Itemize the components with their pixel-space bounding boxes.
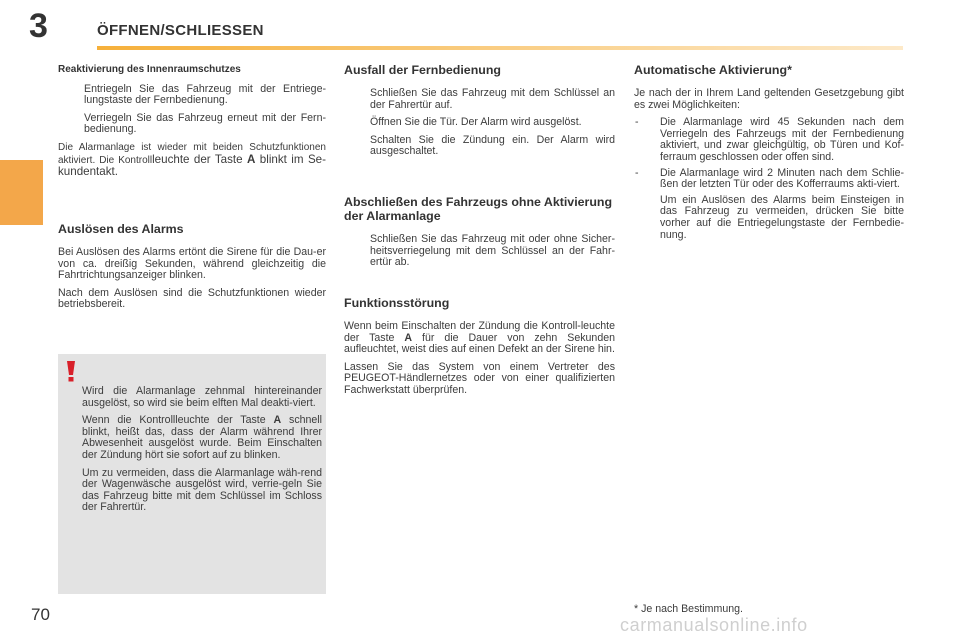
list-item xyxy=(634,168,904,191)
column-middle-lock xyxy=(344,195,615,275)
list-item-text: Öffnen Sie die Tür. Der Alarm wird ausgelöst. xyxy=(370,116,582,129)
malfunction-text-part: Wenn beim Einschalten der Zündung die Kontroll-leuchte der Taste xyxy=(344,320,615,344)
lock-heading: Abschließen des Fahrzeugs ohne Aktivierung der Alarmanlage xyxy=(344,195,613,223)
list-item xyxy=(344,117,615,129)
malfunction-text-part: für die Dauer von zehn Sekunden aufleuchtet, weist dies auf einen Defekt an der Sirene hin. xyxy=(344,331,616,356)
dash-marker: - xyxy=(635,116,639,129)
list-item-text: Um ein Auslösen des Alarms beim Einsteigen in das Fahrzeug zu vermeiden, drücken Sie bitte vorher auf die Entriegelungstaste der Fernbedie-nung. xyxy=(660,193,904,241)
dash-marker: - xyxy=(635,166,639,179)
column-middle xyxy=(344,63,615,164)
warning-paragraph: Um zu vermeiden, dass die Alarmanlage wäh-rend der Wagenwäsche ausgelöst wird, verrie-geln Sie das Fahrzeug bitte mit dem Schlüssel im Schloss der Fahrertür. xyxy=(82,466,322,514)
warning-paragraph xyxy=(82,415,322,461)
list-item xyxy=(344,234,615,269)
malfunction-paragraph: Lassen Sie das System von einem Vertreter des PEUGEOT-Händlernetzes oder von einer qualifizierten Fachwerkstatt überprüfen. xyxy=(344,360,615,396)
list-item xyxy=(634,117,904,163)
header-rule xyxy=(97,46,903,50)
list-item-text: Die Alarmanlage wird 2 Minuten nach dem Schlie-ßen der letzten Tür oder des Kofferraums akti-viert. xyxy=(660,166,904,191)
trigger-paragraph: Bei Auslösen des Alarms ertönt die Sirene für die Dau-er von ca. dreißig Sekunden, während gleichzeitig die Fahrtrichtungsanzeiger blinken. xyxy=(58,246,326,282)
warning-text-part: schnell blinkt, heißt das, dass der Alarm während Ihrer Abwesenheit ausgelöst wurde. Beim Einschalten der Zündung hört sie sofort auf zu blinken. xyxy=(82,414,323,461)
chapter-title: ÖFFNEN/SCHLIESSEN xyxy=(97,22,264,39)
trigger-paragraph: Nach dem Auslösen sind die Schutzfunktionen wieder betriebsbereit. xyxy=(58,286,326,311)
chapter-number: 3 xyxy=(29,7,48,45)
auto-activation-heading: Automatische Aktivierung* xyxy=(634,63,792,77)
exclamation-icon xyxy=(64,360,78,382)
list-item xyxy=(344,135,615,158)
list-item xyxy=(344,88,615,111)
note-text: Die Alarmanlage ist wieder mit beiden Schutzfunktionen aktiviert. Die Kontroll xyxy=(58,141,326,166)
column-left-lower xyxy=(58,222,326,317)
key-label: A xyxy=(247,152,256,166)
auto-intro: Je nach der in Ihrem Land geltenden Gesetzgebung gibt es zwei Möglichkeiten: xyxy=(634,87,904,111)
page-number: 70 xyxy=(31,605,50,624)
list-item xyxy=(58,84,326,107)
note-text-large: leuchte der Taste xyxy=(152,152,248,166)
list-item-text: Schließen Sie das Fahrzeug mit dem Schlüssel an der Fahrertür auf. xyxy=(370,87,615,111)
list-item-text: Die Alarmanlage wird 45 Sekunden nach dem Verriegeln des Fahrzeugs mit der Fernbedienung aktiviert, und zwar gleichgültig, ob Türen und Kof-ferraum geschlossen oder offen sind. xyxy=(660,116,904,163)
chapter-tab xyxy=(0,160,43,225)
list-item-text: Entriegeln Sie das Fahrzeug mit der Entriege-lungstaste der Fernbedienung. xyxy=(84,82,326,107)
trigger-heading: Auslösen des Alarms xyxy=(58,222,184,236)
list-item-text: Schalten Sie die Zündung ein. Der Alarm wird ausgeschaltet. xyxy=(370,133,615,158)
warning-text xyxy=(82,386,322,520)
note-text-large: blinkt im Se-kundentakt. xyxy=(58,152,326,179)
column-middle-malfunction xyxy=(344,296,615,403)
warning-paragraph: Wird die Alarmanlage zehnmal hintereinander ausgelöst, so wird sie beim elften Mal deakti-viert. xyxy=(82,385,322,409)
malfunction-heading: Funktionsstörung xyxy=(344,296,450,310)
remote-failure-heading: Ausfall der Fernbedienung xyxy=(344,63,501,77)
warning-text-part: Wenn die Kontrollleuchte der Taste xyxy=(82,414,274,427)
column-left xyxy=(58,64,326,185)
list-item-text: Schließen Sie das Fahrzeug mit oder ohne Sicher-heitsverriegelung mit dem Schlüssel an der Fahr-ertür ab. xyxy=(370,233,615,269)
key-label: A xyxy=(273,414,282,427)
list-item-text: Verriegeln Sie das Fahrzeug erneut mit der Fern-bedienung. xyxy=(84,111,326,136)
list-item xyxy=(634,195,904,241)
reactivation-heading: Reaktivierung des Innenraumschutzes xyxy=(58,64,241,75)
watermark: carmanualsonline.info xyxy=(620,615,808,635)
key-label: A xyxy=(404,331,413,344)
reactivation-note xyxy=(58,142,326,179)
list-item xyxy=(58,113,326,136)
malfunction-paragraph xyxy=(344,321,615,356)
column-right xyxy=(634,63,904,247)
footnote: * Je nach Bestimmung. xyxy=(634,603,743,615)
